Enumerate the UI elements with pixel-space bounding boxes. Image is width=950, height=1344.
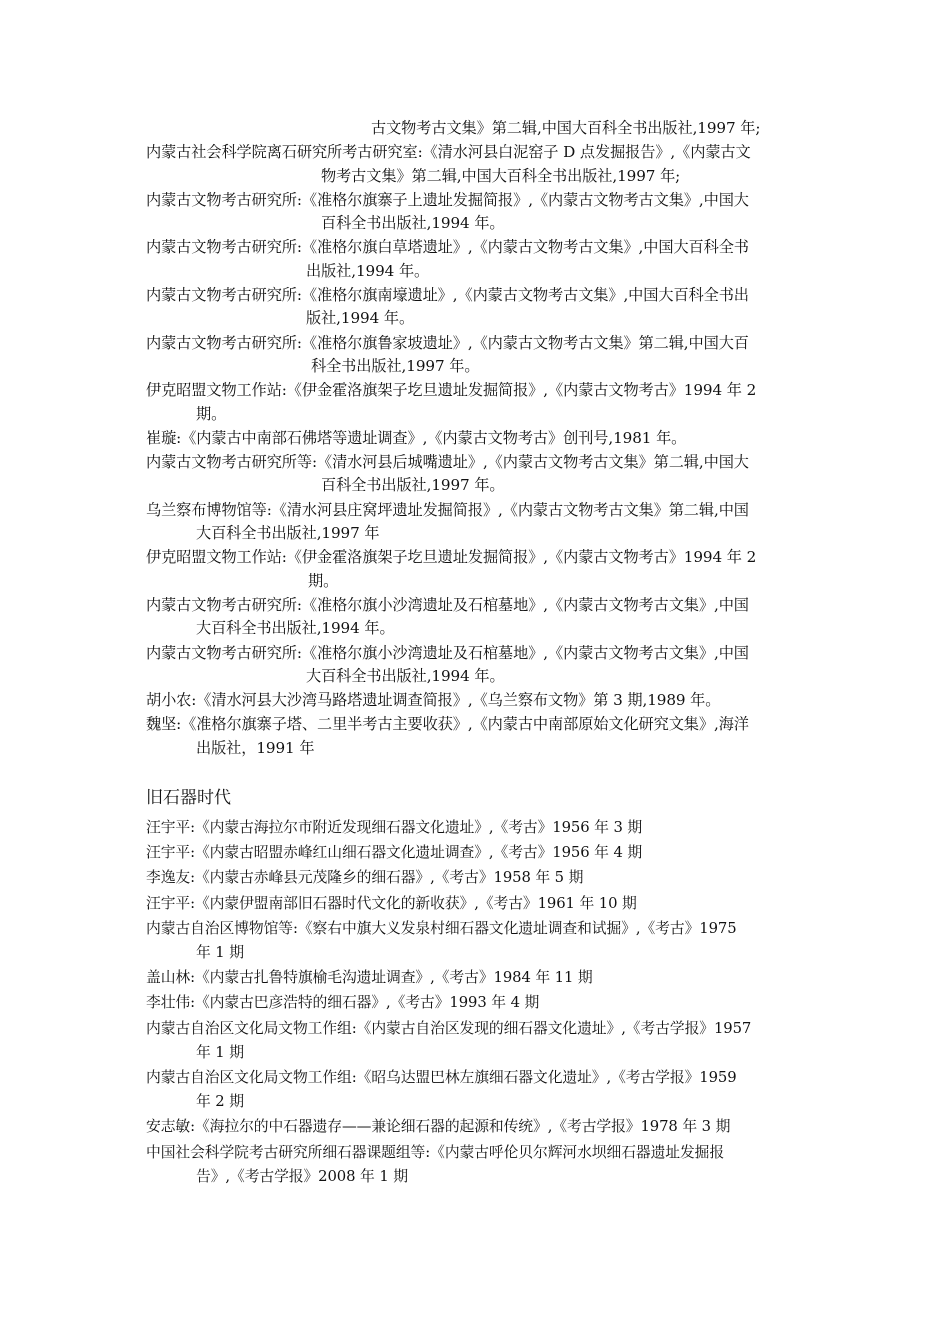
reference-line: 胡小农:《清水河县大沙湾马路塔遗址调查简报》,《乌兰察布文物》第 3 期,1989 年。: [146, 691, 721, 710]
reference-entry: [146, 189, 811, 236]
reference-line: 盖山林:《内蒙古扎鲁特旗榆毛沟遗址调查》,《考古》1984 年 11 期: [146, 969, 593, 987]
section-heading: 旧石器时代: [146, 788, 231, 809]
reference-line: 大百科全书出版社,1994 年。: [196, 619, 395, 638]
reference-line: 期。: [196, 404, 227, 423]
reference-entry: [146, 499, 811, 546]
reference-line: 汪宇平:《内蒙古海拉尔市附近发现细石器文化遗址》,《考古》1956 年 3 期: [146, 819, 643, 837]
reference-entry: [146, 236, 811, 283]
reference-line: 百科全书出版社,1994 年。: [321, 214, 505, 233]
reference-entry: [146, 332, 811, 379]
reference-line: 中国社会科学院考古研究所细石器课题组等:《内蒙古呼伦贝尔辉河水坝细石器遗址发掘报: [146, 1143, 725, 1161]
reference-line: 内蒙古文物考古研究所:《准格尔旗鲁家坡遗址》,《内蒙古文物考古文集》第二辑,中国大百: [146, 333, 749, 352]
reference-entry: [146, 546, 811, 593]
reference-line: 大百科全书出版社,1994 年。: [306, 666, 505, 685]
reference-line: 出版社,1994 年。: [306, 261, 430, 280]
reference-line: 汪宇平:《内蒙伊盟南部旧石器时代文化的新收获》,《考古》1961 年 10 期: [146, 894, 637, 912]
reference-line: 内蒙古文物考古研究所等:《清水河县后城嘴遗址》,《内蒙古文物考古文集》第二辑,中国大: [146, 453, 749, 472]
reference-entry: [146, 642, 811, 689]
reference-line: 大百科全书出版社,1997 年: [196, 524, 380, 543]
reference-entry: [146, 917, 811, 965]
reference-line: 年 1 期: [196, 944, 244, 962]
reference-line: 物考古文集》第二辑,中国大百科全书出版社,1997 年;: [321, 166, 681, 185]
reference-entry: [146, 594, 811, 641]
reference-entry: [146, 451, 811, 498]
reference-line: 内蒙古社会科学院离石研究所考古研究室:《清水河县白泥窑子 D 点发掘报告》,《内蒙古文: [146, 143, 751, 162]
reference-line: 乌兰察布博物馆等:《清水河县庄窝坪遗址发掘简报》,《内蒙古文物考古文集》第二辑,中国: [146, 500, 749, 519]
bibliography-section-2: [146, 786, 811, 1189]
reference-entry: [146, 713, 811, 760]
reference-line: 内蒙古自治区文化局文物工作组:《内蒙古自治区发现的细石器文化遗址》,《考古学报》1957: [146, 1019, 752, 1037]
reference-line: 期。: [308, 571, 339, 590]
reference-entry: [146, 1141, 811, 1189]
reference-line: 安志敏:《海拉尔的中石器遗存——兼论细石器的起源和传统》,《考古学报》1978 年 3 期: [146, 1118, 731, 1136]
reference-line: 年 2 期: [196, 1093, 244, 1111]
reference-line: 版社,1994 年。: [306, 309, 415, 328]
bibliography-content: [146, 117, 811, 1190]
reference-line: 李壮伟:《内蒙古巴彦浩特的细石器》,《考古》1993 年 4 期: [146, 994, 540, 1012]
reference-line: 崔璇:《内蒙古中南部石佛塔等遗址调查》,《内蒙古文物考古》创刊号,1981 年。: [146, 428, 687, 447]
reference-line: 告》,《考古学报》2008 年 1 期: [196, 1167, 408, 1185]
bibliography-section-1: [146, 117, 811, 760]
reference-line: 古文物考古文集》第二辑,中国大百科全书出版社,1997 年;: [371, 119, 761, 137]
reference-line: 汪宇平:《内蒙古昭盟赤峰红山细石器文化遗址调查》,《考古》1956 年 4 期: [146, 844, 643, 862]
reference-entry: [146, 1017, 811, 1065]
reference-line: 年 1 期: [196, 1043, 244, 1061]
reference-entry: [146, 866, 811, 890]
reference-entry: [146, 966, 811, 990]
reference-line: 内蒙古自治区文化局文物工作组:《昭乌达盟巴林左旗细石器文化遗址》,《考古学报》1959: [146, 1069, 737, 1087]
reference-entry: [146, 1066, 811, 1114]
reference-line: 内蒙古文物考古研究所:《准格尔旗寨子上遗址发掘简报》,《内蒙古文物考古文集》,中国大: [146, 190, 749, 209]
reference-entry: [146, 991, 811, 1015]
reference-line: 内蒙古自治区博物馆等:《察右中旗大义发泉村细石器文化遗址调查和试掘》,《考古》1975: [146, 919, 737, 937]
reference-line: 内蒙古文物考古研究所:《准格尔旗小沙湾遗址及石棺墓地》,《内蒙古文物考古文集》,中国: [146, 643, 749, 662]
reference-entry: [146, 427, 811, 450]
reference-line: 内蒙古文物考古研究所:《准格尔旗白草塔遗址》,《内蒙古文物考古文集》,中国大百科全书: [146, 238, 749, 257]
reference-line: 内蒙古文物考古研究所:《准格尔旗南壕遗址》,《内蒙古文物考古文集》,中国大百科全书出: [146, 286, 749, 305]
reference-entry: [146, 892, 811, 916]
reference-entry: [146, 117, 811, 140]
reference-line: 出版社，1991 年: [196, 738, 315, 757]
reference-line: 内蒙古文物考古研究所:《准格尔旗小沙湾遗址及石棺墓地》,《内蒙古文物考古文集》,中国: [146, 595, 749, 614]
reference-line: 百科全书出版社,1997 年。: [321, 476, 505, 495]
reference-entry: [146, 1115, 811, 1139]
reference-entry: [146, 841, 811, 865]
reference-line: 魏坚:《准格尔旗寨子塔、二里半考古主要收获》,《内蒙古中南部原始文化研究文集》,海洋: [146, 715, 749, 734]
reference-entry: [146, 284, 811, 331]
reference-line: 伊克昭盟文物工作站:《伊金霍洛旗架子圪旦遗址发掘简报》,《内蒙古文物考古》1994 年 2: [146, 548, 757, 567]
reference-line: 李逸友:《内蒙古赤峰县元茂隆乡的细石器》,《考古》1958 年 5 期: [146, 869, 584, 887]
reference-entry: [146, 689, 811, 712]
reference-entry: [146, 379, 811, 426]
reference-line: 伊克昭盟文物工作站:《伊金霍洛旗架子圪旦遗址发掘简报》,《内蒙古文物考古》1994 年 2: [146, 381, 757, 400]
reference-list: [146, 816, 811, 1189]
reference-entry: [146, 141, 811, 188]
reference-entry: [146, 816, 811, 840]
reference-line: 科全书出版社,1997 年。: [311, 356, 480, 375]
